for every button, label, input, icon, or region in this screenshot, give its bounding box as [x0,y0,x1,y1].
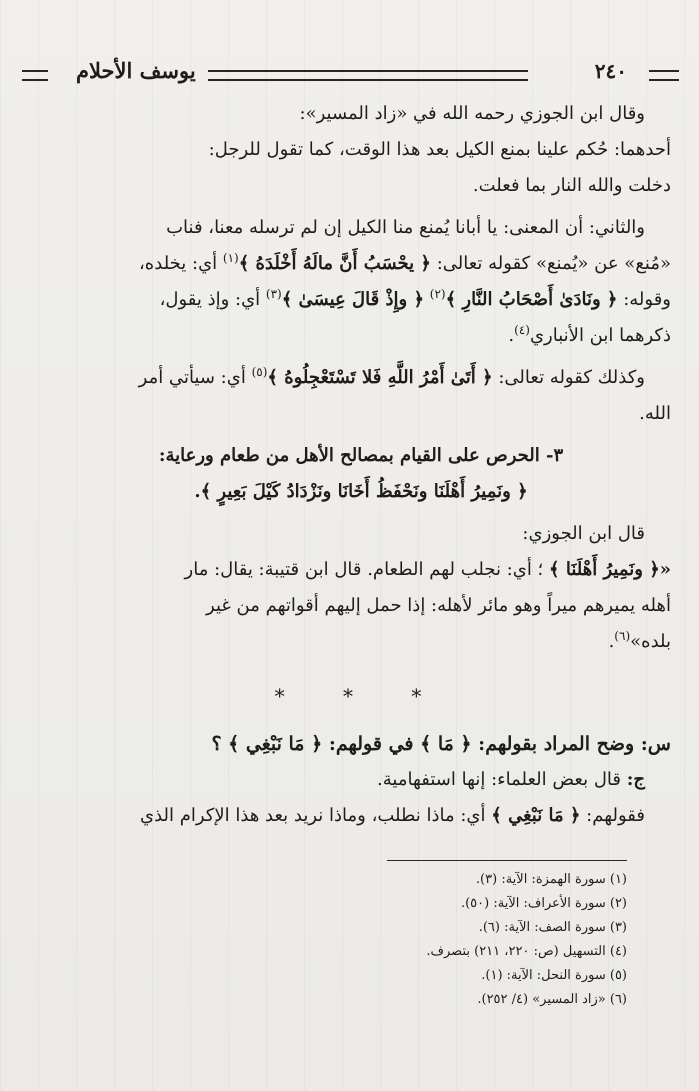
text-span: ذكرهما ابن الأنباري [529,325,671,346]
quran-verse: ﴿ ونَمِيرُ أَهْلَنَا ونَحْفَظُ أَخَانَا ونَزْدَادُ كَيْلَ بَعِيرٍ ﴾. [194,481,528,502]
paragraph [51,798,671,834]
quran-verse: ﴿ وإِذْ قَالَ عِيسَىٰ ﴾ [281,289,425,310]
footnote-item: (١) سورة الهمزة: الآية: (٣). [475,872,627,887]
answer-label: ج: [626,769,645,790]
paragraph [51,96,671,132]
footnote-ref: (٤) [514,323,530,337]
footnote-ref: (٦) [614,629,631,643]
quran-verse: ﴿ أَتَىٰ أَمْرُ اللَّهِ فَلا تَسْتَعْجِلُوهُ ﴾ [267,367,493,388]
text-span: وكذلك كقوله تعالى: [498,367,645,388]
text-span: الله. [639,403,671,424]
header-rule-right [649,70,679,81]
answer-text: قال بعض العلماء: إنها استفهامية. [377,769,621,790]
text-span: أي: يخلده، [139,253,218,274]
text-line: وقال ابن الجوزي رحمه الله في «زاد المسير»: [299,103,645,124]
footnote-ref: (٥) [251,365,268,379]
text-line: والثاني: أن المعنى: يا أبانا يُمنع منا الكيل إن لم ترسله معنا، فناب [166,217,645,238]
text-line: قال ابن الجوزي: [522,523,645,544]
quran-verse: ﴿ يحْسَبُ أَنَّ مالَهُ أَخْلَدَهُ ﴾ [238,253,431,274]
text-span: فقولهم: [586,805,645,826]
footnote-item: (٤) التسهيل (ص: ٢٢٠، ٢١١) بتصرف. [426,944,627,959]
footnote-ref: (٣) [265,287,282,301]
header-rule-middle [208,70,528,81]
paragraph: «﴿ ونَمِيرُ أَهْلَنَا ﴾ ؛ أي: نجلب لهم الطعام. قال ابن قتيبة: يقال: مار أهله يميرهم ميراً وهو مائر لأهله: إذا حمل إليهم أقواتهم من غير بلده»$^{(٦)}$. [184,559,671,652]
page-body [51,96,671,834]
text-span: بلده» [630,631,671,652]
answer [51,762,671,798]
text-line: أحدهما: حُكم علينا بمنع الكيل بعد هذا الوقت، كما تقول للرجل: [208,139,671,160]
quran-verse: ﴿ ونَادَىٰ أَصْحَابُ النَّارِ ﴾ [445,289,618,310]
quran-verse: «﴿ ونَمِيرُ أَهْلَنَا ﴾ [549,559,671,580]
text-span: «مُنع» عن «يُمنع» كقوله تعالى: [436,253,671,274]
footnote-item: (٢) سورة الأعراف: الآية: (٥٠). [460,896,627,911]
text-span: أي: سيأتي أمر [138,367,246,388]
text-line: دخلت والله النار بما فعلت. [472,175,671,196]
header-rule-left [22,70,48,81]
quran-verse: ﴿ مَا نَبْغِي ﴾ [491,805,581,826]
footnote-item: (٥) سورة النحل: الآية: (١). [481,968,627,983]
paragraph [51,360,671,432]
page-number: ٢٤٠ [594,59,627,83]
text-span: وقوله: [623,289,671,310]
paragraph [51,516,671,552]
text-span: أي: وإذ يقول، [159,289,261,310]
footnote-divider [387,860,627,861]
running-header [18,58,681,92]
text-span: أهله يميرهم ميراً وهو مائر لأهله: إذا حمل إليهم أقواتهم من غير [206,595,671,616]
footnote-ref: (١) [222,251,239,265]
paragraph [51,132,671,204]
question: س: وضح المراد بقولهم: ﴿ مَا ﴾ في قولهم: ﴿ مَا نَبْغِي ﴾ ؟ [211,733,671,755]
footnote-item: (٦) «زاد المسير» (٤/ ٢٥٢). [477,992,627,1007]
footnotes [67,868,627,1012]
footnote-item: (٣) سورة الصف: الآية: (٦). [478,920,627,935]
section-heading: ٣- الحرص على القيام بمصالح الأهل من طعام ورعاية: [158,445,564,466]
header-title: يوسف الأحلام [76,58,196,83]
text-span: أي: ماذا نطلب، وماذا نريد بعد هذا الإكرام الذي [139,805,486,826]
paragraph: والثاني: أن المعنى: يا أبانا يُمنع منا الكيل إن لم ترسله معنا، فناب «مُنع» عن «يُمنع» كقوله تعالى: ﴿ يحْسَبُ أَنَّ مالَهُ أَخْلَدَهُ ﴾$^{(١)}$ أي: يخلده، وقوله: ﴿ ونَادَىٰ أَصْحَابُ النَّارِ ﴾$^{(٢)}$ ﴿ وإِذْ قَالَ عِيسَىٰ ﴾$^{(٣)}$ أي: وإذ يقول، ذكرهما ابن الأنباري$^{(٤)}$. [139,217,671,346]
footnote-ref: (٢) [429,287,446,301]
text-span: ؛ أي: نجلب لهم الطعام. قال ابن قتيبة: يقال: مار [184,559,544,580]
section-separator: * * * [274,684,448,708]
